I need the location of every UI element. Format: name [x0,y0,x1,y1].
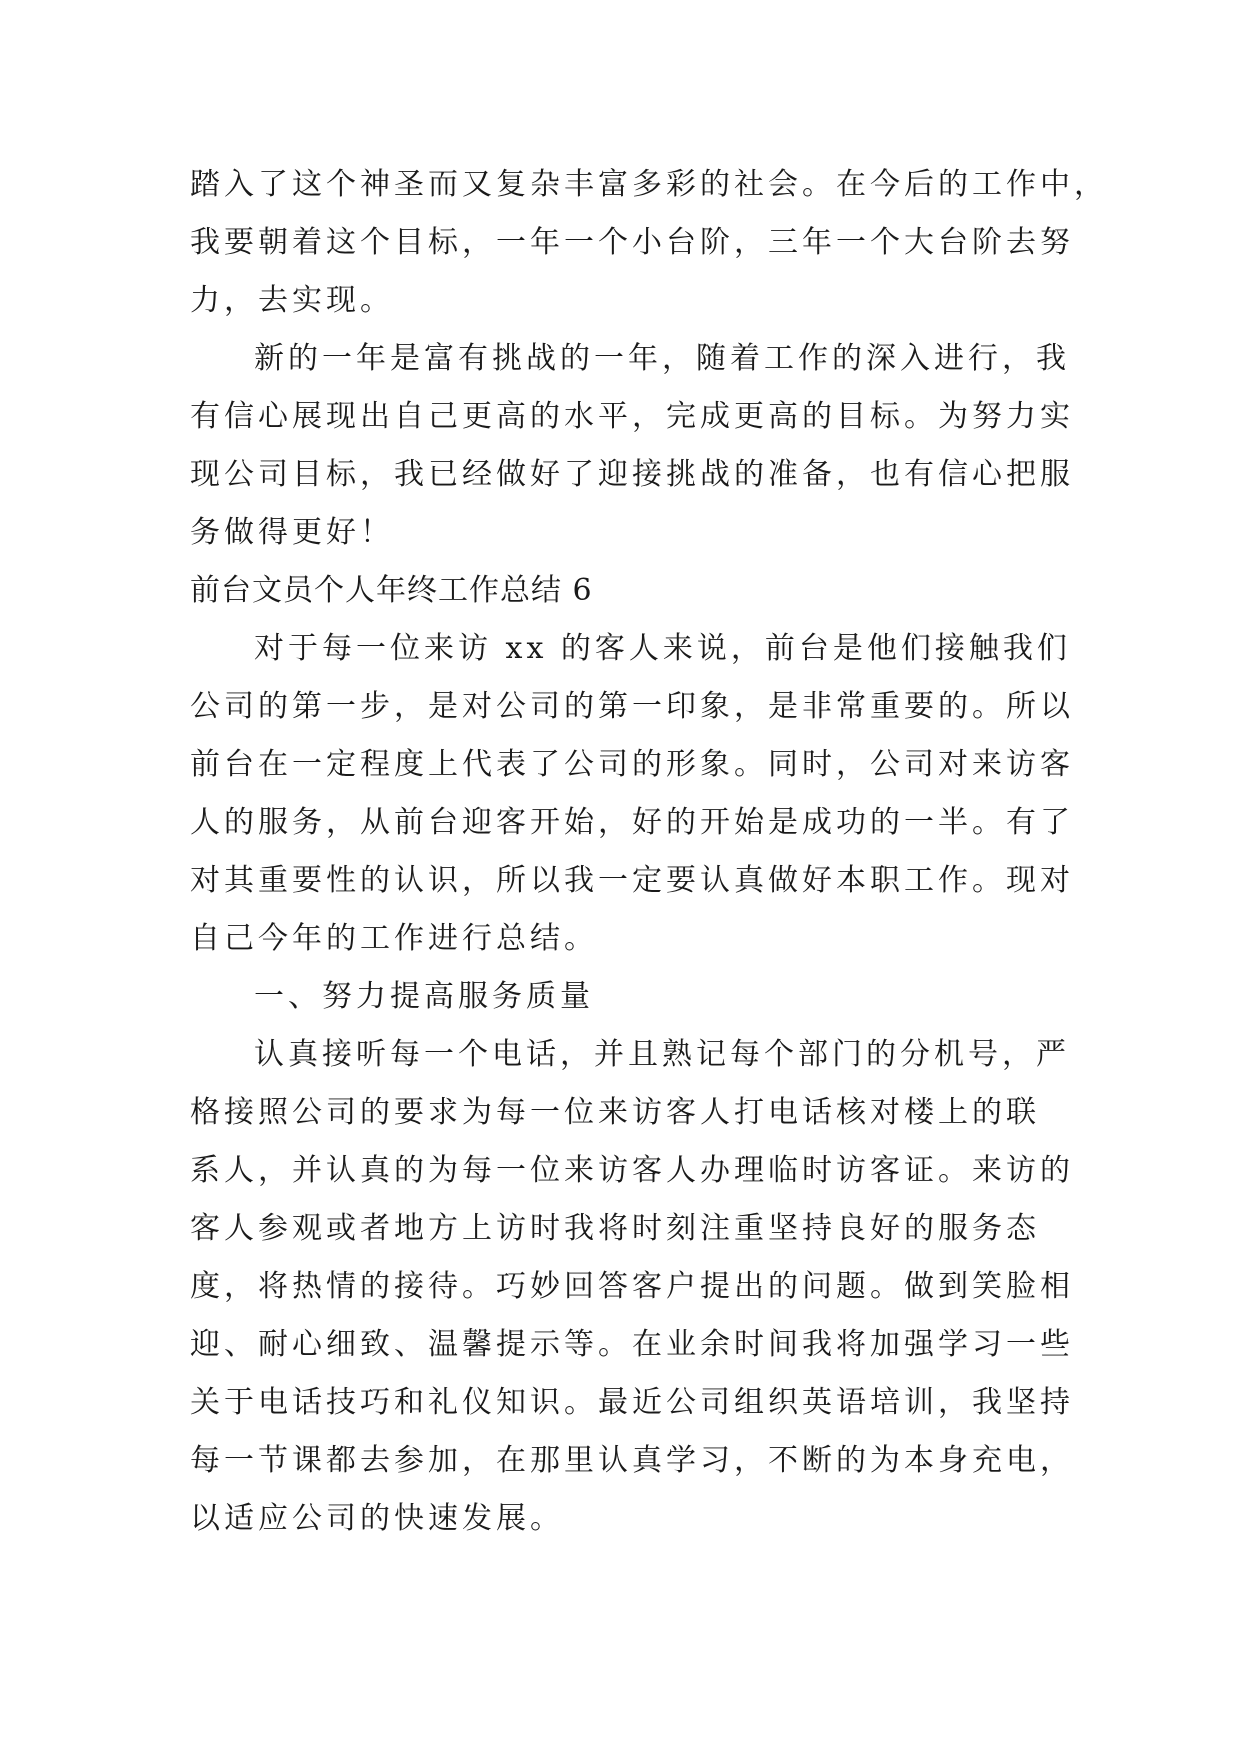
text-line: 系人，并认真的为每一位来访客人办理临时访客证。来访的 [190,1153,1074,1188]
text-line: 每一节课都去参加，在那里认真学习，不断的为本身充电， [190,1443,1074,1478]
text-line: 迎、耐心细致、温馨提示等。在业余时间我将加强学习一些 [190,1327,1074,1362]
paragraph-first-line: 新的一年是富有挑战的一年，随着工作的深入进行，我 [254,341,1070,376]
text-line: 现公司目标，我已经做好了迎接挑战的准备，也有信心把服 [190,457,1074,492]
text-line: 前台在一定程度上代表了公司的形象。同时，公司对来访客 [190,747,1074,782]
text-line: 客人参观或者地方上访时我将时刻注重坚持良好的服务态 [190,1211,1040,1246]
text-line: 人的服务，从前台迎客开始，好的开始是成功的一半。有了 [190,805,1074,840]
text-line: 格接照公司的要求为每一位来访客人打电话核对楼上的联 [190,1095,1040,1130]
paragraph-first-line: 对于每一位来访 xx 的客人来说，前台是他们接触我们 [254,631,1071,666]
paragraph-first-line: 认真接听每一个电话，并且熟记每个部门的分机号，严 [254,1037,1070,1072]
section-heading: 前台文员个人年终工作总结 6 [190,573,593,608]
text-line: 踏入了这个神圣而又复杂丰富多彩的社会。在今后的工作中， [190,167,1108,202]
text-line: 有信心展现出自己更高的水平，完成更高的目标。为努力实 [190,399,1074,434]
text-line: 关于电话技巧和礼仪知识。最近公司组织英语培训，我坚持 [190,1385,1074,1420]
text-line: 对其重要性的认识，所以我一定要认真做好本职工作。现对 [190,863,1074,898]
text-line: 务做得更好！ [190,515,394,550]
text-line: 以适应公司的快速发展。 [190,1501,564,1536]
text-line: 度，将热情的接待。巧妙回答客户提出的问题。做到笑脸相 [190,1269,1074,1304]
text-line: 力，去实现。 [190,283,394,318]
text-line: 自己今年的工作进行总结。 [190,921,598,956]
text-line: 我要朝着这个目标，一年一个小台阶，三年一个大台阶去努 [190,225,1074,260]
subsection-heading: 一、努力提高服务质量 [254,979,594,1014]
document-body [190,156,1108,1548]
text-line: 公司的第一步，是对公司的第一印象，是非常重要的。所以 [190,689,1074,724]
